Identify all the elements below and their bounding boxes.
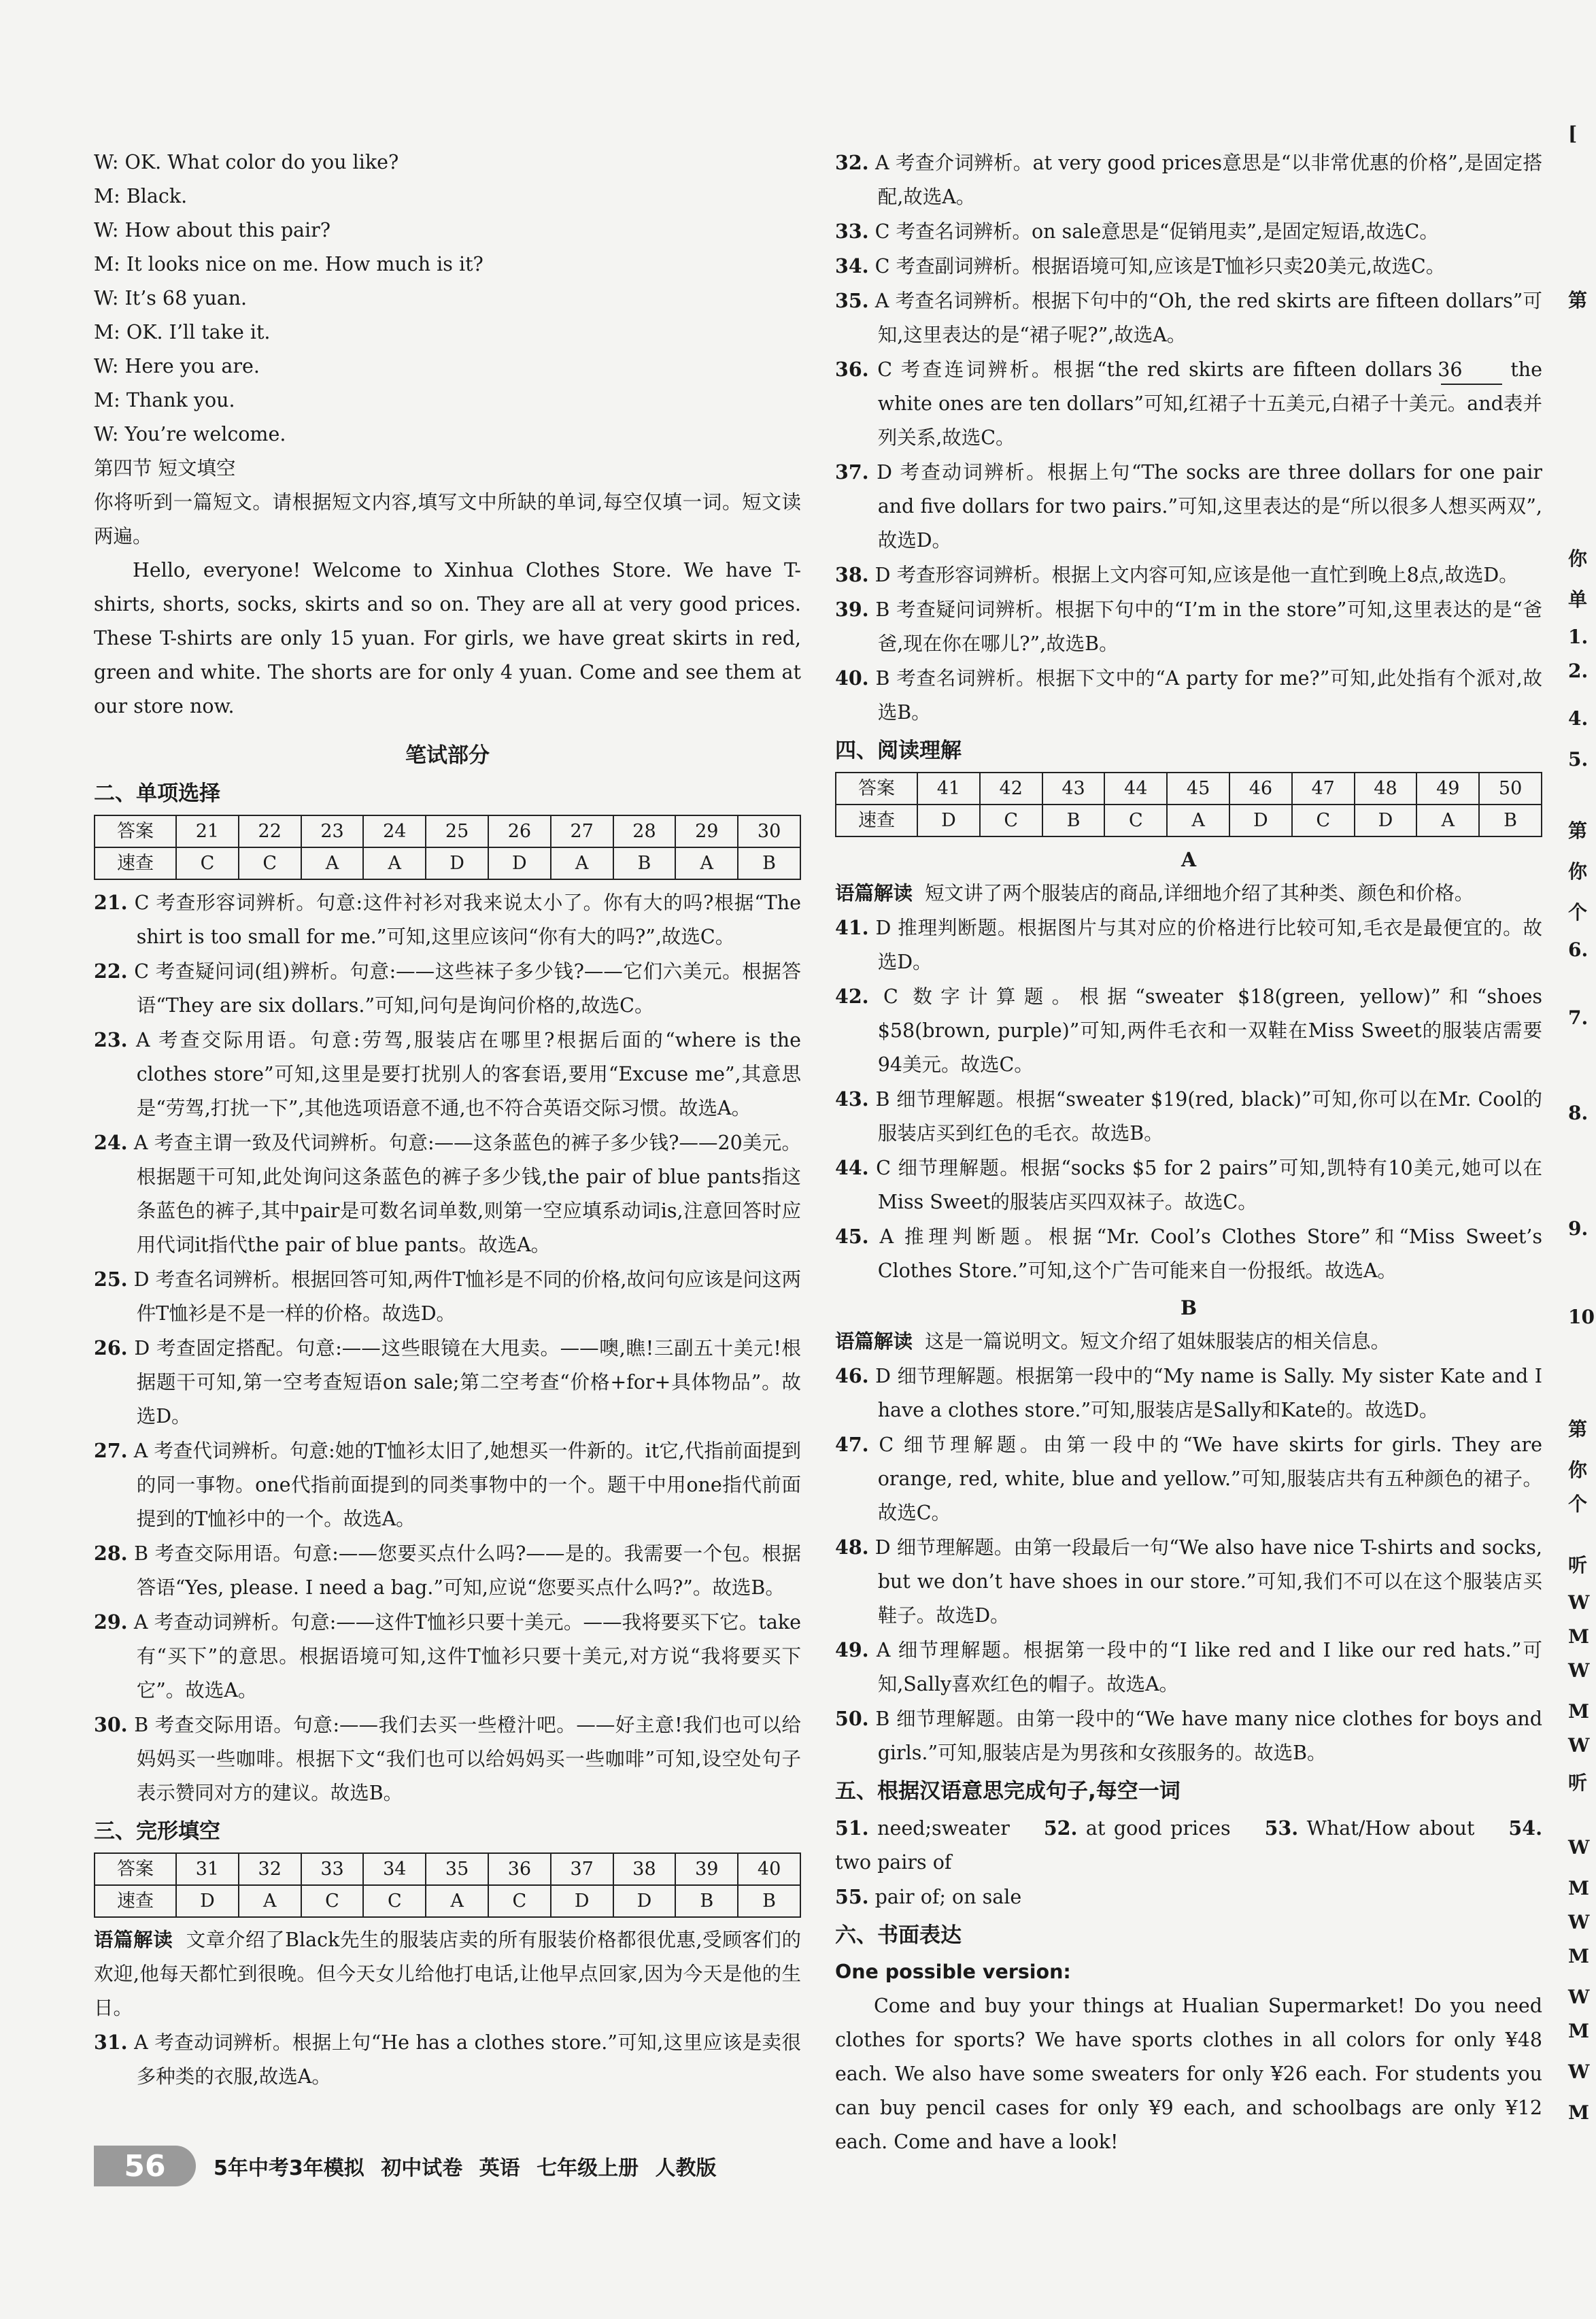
item-text: C 考查连词辨析。根据“the red skirts are fifteen dollars xyxy=(877,358,1441,381)
answer-letter: B xyxy=(1479,805,1542,836)
question-number: 46 xyxy=(1229,773,1292,805)
edge-char: 8. xyxy=(1568,1102,1589,1124)
section-5-title: 五、根据汉语意思完成句子,每空一词 xyxy=(835,1779,1181,1804)
table-header-label: 答案 xyxy=(836,773,917,805)
explanation-item xyxy=(835,214,1542,249)
explanation-item xyxy=(835,558,1542,592)
question-number: 49 xyxy=(1416,773,1479,805)
item-text: A 考查交际用语。句意:劳驾,服装店在哪里?根据后面的“where is the clothes store”可知,这里是要打扰别人的客套语,要用“Excuse me”,其意思是“劳驾,打扰一下”,其他选项语意不通,也不符合英语交际习惯。故选A。 xyxy=(136,1029,802,1119)
answer-letter: C xyxy=(301,1885,364,1917)
item-number: 29. xyxy=(94,1610,128,1634)
item-text: B 考查疑问词辨析。根据下句中的“I’m in the store”可知,这里表达的是“爸爸,现在你在哪儿?”,故选B。 xyxy=(875,598,1542,655)
section-4-instructions: 你将听到一篇短文。请根据短文内容,填写文中所缺的单词,每空仅填一词。短文读两遍。 xyxy=(94,491,801,547)
explanations-37-40 xyxy=(835,455,1542,730)
item-number: 49. xyxy=(835,1638,869,1661)
explanation-item xyxy=(835,592,1542,661)
edge-char: 你 xyxy=(1568,1459,1588,1481)
item-text: C 细节理解题。由第一段中的“We have skirts for girls. They are orange, red, white, blue and yellow.”可知,服装店共有五种颜色的裙子。故选C。 xyxy=(877,1434,1542,1524)
section-5-answers-line-1 xyxy=(835,1811,1542,1880)
item-number: 40. xyxy=(835,666,869,690)
explanations-41-45 xyxy=(835,911,1542,1288)
explanation-item xyxy=(94,1262,801,1331)
question-number: 25 xyxy=(426,815,488,847)
item-number: 33. xyxy=(835,220,869,243)
item-number: 36. xyxy=(835,358,869,381)
question-number: 34 xyxy=(363,1853,426,1885)
item-text: C 考查疑问词(组)辨析。句意:——这些袜子多少钱?——它们六美元。根据答语“They are six dollars.”可知,问句是询问价格的,故选C。 xyxy=(134,960,801,1017)
item-text: B 考查交际用语。句意:——我们去买一些橙汁吧。——好主意!我们也可以给妈妈买一些咖啡。根据下文“我们也可以给妈妈买一些咖啡”可知,设空处句子表示赞同对方的建议。故选B。 xyxy=(134,1714,802,1804)
explanation-item xyxy=(94,1125,801,1262)
item-number: 37. xyxy=(835,460,869,484)
analysis-label: 语篇解读 xyxy=(94,1929,173,1951)
table-header-label: 答案 xyxy=(95,815,176,847)
edge-char: W xyxy=(1568,2061,1590,2083)
answer-letter: C xyxy=(1292,805,1355,836)
part-b-label: B xyxy=(1180,1296,1198,1319)
edge-char: 第 xyxy=(1568,289,1588,311)
edge-char: 5. xyxy=(1568,748,1589,771)
explanation-item xyxy=(835,1427,1542,1530)
item-text: A 推理判断题。根据“Mr. Cool’s Clothes Store”和“Miss Sweet’s Clothes Store.”可知,这个广告可能来自一份报纸。故选A。 xyxy=(877,1225,1542,1282)
item-number: 30. xyxy=(94,1713,128,1736)
item-text: C 考查名词辨析。on sale意思是“促销甩卖”,是固定短语,故选C。 xyxy=(875,220,1439,243)
edge-char: 第 xyxy=(1568,1418,1588,1440)
item-number: 43. xyxy=(835,1087,869,1111)
table-header-label: 速查 xyxy=(95,1885,176,1917)
explanation-item xyxy=(94,1331,801,1434)
question-number: 48 xyxy=(1355,773,1417,805)
analysis-text: 文章介绍了Black先生的服装店卖的所有服装价格都很优惠,受顾客们的欢迎,他每天都忙到很晚。但今天女儿给他打电话,让他早点回家,因为今天是他的生日。 xyxy=(94,1929,801,2019)
answer-letter: A xyxy=(363,847,426,879)
edge-char: W xyxy=(1568,1986,1590,2008)
question-number: 24 xyxy=(363,815,426,847)
footer-title: 5年中考3年模拟 初中试卷 英语 七年级上册 人教版 xyxy=(214,2156,717,2180)
answer-letter: D xyxy=(488,847,551,879)
question-number: 47 xyxy=(1292,773,1355,805)
answer-letter: A xyxy=(426,1885,488,1917)
item-text: A 考查名词辨析。根据下句中的“Oh, the red skirts are fifteen dollars”可知,这里表达的是“裙子呢?”,故选A。 xyxy=(875,290,1543,346)
edge-char: M xyxy=(1568,2020,1589,2042)
question-number: 30 xyxy=(738,815,800,847)
item-number: 28. xyxy=(94,1542,128,1565)
answer-text: What/How about xyxy=(1306,1817,1475,1840)
edge-char: W xyxy=(1568,1659,1590,1682)
explanation-item xyxy=(835,249,1542,284)
answer-table-21-30 xyxy=(94,815,801,880)
item-number: 41. xyxy=(835,916,869,939)
edge-char: M xyxy=(1568,1625,1589,1648)
answer-letter: C xyxy=(239,847,301,879)
section-6-title: 六、书面表达 xyxy=(835,1923,962,1948)
item-text: D 推理判断题。根据图片与其对应的价格进行比较可知,毛衣是最便宜的。故选D。 xyxy=(875,917,1542,973)
edge-char: [ xyxy=(1568,122,1578,145)
question-number: 40 xyxy=(738,1853,800,1885)
question-number: 45 xyxy=(1167,773,1229,805)
answer-letter: D xyxy=(613,1885,676,1917)
question-number: 33 xyxy=(301,1853,364,1885)
explanation-item xyxy=(835,1082,1542,1151)
answer-letter: C xyxy=(176,847,239,879)
explanation-item xyxy=(835,146,1542,214)
sample-essay: Come and buy your things at Hualian Supermarket! Do you need clothes for sports? We have sports clothes in all colors for only ¥48 each. We also have some sweaters for only ¥26 each. For students you can buy pencil cases for only ¥9 each, and schoolbags are only ¥12 each. Come and have a look! xyxy=(835,1995,1542,2153)
item-text: A 考查介词辨析。at very good prices意思是“以非常优惠的价格”,是固定搭配,故选A。 xyxy=(875,152,1542,208)
item-number: 35. xyxy=(835,289,869,312)
answer-letter: D xyxy=(551,1885,613,1917)
edge-char: M xyxy=(1568,1945,1589,1967)
explanation-item xyxy=(94,2025,801,2094)
item-number: 23. xyxy=(94,1028,128,1051)
section-4-title: 第四节 短文填空 xyxy=(94,457,236,479)
answer-text: at good prices xyxy=(1085,1817,1231,1840)
explanation-item xyxy=(94,1023,801,1125)
question-number: 28 xyxy=(613,815,676,847)
answer-letter: A xyxy=(675,847,738,879)
edge-char: 听 xyxy=(1568,1554,1588,1576)
question-number: 50 xyxy=(1479,773,1542,805)
item-text: C 细节理解题。根据“socks $5 for 2 pairs”可知,凯特有10美元,她可以在Miss Sweet的服装店买四双袜子。故选C。 xyxy=(876,1157,1543,1213)
passage-analysis xyxy=(835,1325,1542,1359)
edge-char: M xyxy=(1568,1700,1589,1723)
answer-letter: C xyxy=(1104,805,1167,836)
edge-char: W xyxy=(1568,1591,1590,1614)
item-number: 53. xyxy=(1264,1816,1299,1840)
item-text: D 考查名词辨析。根据回答可知,两件T恤衫是不同的价格,故问句应该是问这两件T恤衫是不是一样的价格。故选D。 xyxy=(133,1268,802,1325)
blank-36: 36 xyxy=(1441,356,1502,385)
answer-letter: B xyxy=(613,847,676,879)
item-number: 34. xyxy=(835,254,869,277)
explanation-item xyxy=(835,352,1542,455)
edge-char: 听 xyxy=(1568,1772,1588,1794)
answer-text: need;sweater xyxy=(877,1817,1010,1840)
section-3-title: 三、完形填空 xyxy=(94,1819,220,1844)
item-number: 42. xyxy=(835,985,869,1008)
item-number: 32. xyxy=(835,151,869,174)
explanation-item xyxy=(835,284,1542,352)
right-column xyxy=(835,146,1542,2159)
section-2-title: 二、单项选择 xyxy=(94,781,220,806)
answer-letter: A xyxy=(551,847,613,879)
explanation-item xyxy=(94,885,801,954)
item-number: 46. xyxy=(835,1364,869,1387)
answer-letter: D xyxy=(917,805,980,836)
explanation-item xyxy=(94,1536,801,1605)
question-number: 37 xyxy=(551,1853,613,1885)
edge-char: W xyxy=(1568,1734,1590,1757)
dialogue-line: M: It looks nice on me. How much is it? xyxy=(94,253,483,275)
item-text: A 考查主谓一致及代词辨析。句意:——这条蓝色的裤子多少钱?——20美元。根据题干可知,此处询问这条蓝色的裤子多少钱,the pair of blue pants指这条蓝色的裤子,其中pair是可数名词单数,则第一空应填系动词is,注意回答时应用代词it指代the pair of blue pants。故选A。 xyxy=(133,1132,801,1256)
item-number: 52. xyxy=(1043,1816,1078,1840)
item-number: 22. xyxy=(94,960,128,983)
answer-letter: B xyxy=(675,1885,738,1917)
table-header-label: 答案 xyxy=(95,1853,176,1885)
edge-char: 7. xyxy=(1568,1006,1589,1029)
answer-text: two pairs of xyxy=(835,1851,952,1874)
question-number: 35 xyxy=(426,1853,488,1885)
page-number: 56 xyxy=(94,2146,196,2186)
answer-table-41-50 xyxy=(835,772,1542,837)
item-text: D 细节理解题。根据第一段中的“My name is Sally. My sister Kate and I have a clothes store.”可知,服装店是Sally和Kate的。故选D。 xyxy=(875,1365,1542,1421)
question-number: 23 xyxy=(301,815,364,847)
item-text: C 数字计算题。根据“sweater $18(green, yellow)”和“shoes $58(brown, purple)”可知,两件毛衣和一双鞋在Miss Sweet的服装店需要94美元。故选C。 xyxy=(877,985,1542,1076)
item-number: 54. xyxy=(1508,1816,1543,1840)
page-footer xyxy=(94,2146,717,2186)
item-number: 45. xyxy=(835,1225,869,1248)
question-number: 39 xyxy=(675,1853,738,1885)
edge-char: 1. xyxy=(1568,626,1589,648)
answer-letter: D xyxy=(426,847,488,879)
edge-char: M xyxy=(1568,1877,1589,1899)
question-number: 22 xyxy=(239,815,301,847)
dialogue-line: W: You’re welcome. xyxy=(94,423,286,445)
answer-text: pair of; on sale xyxy=(875,1886,1022,1908)
dialogue xyxy=(94,146,801,452)
sample-label: One possible version: xyxy=(835,1961,1071,1983)
passage-analysis xyxy=(835,877,1542,911)
edge-char: 个 xyxy=(1568,1493,1588,1515)
explanation-item xyxy=(835,1702,1542,1770)
item-number: 44. xyxy=(835,1156,869,1179)
item-number: 38. xyxy=(835,563,869,586)
explanation-item xyxy=(835,1530,1542,1633)
passage-analysis xyxy=(94,1923,801,2025)
analysis-text: 这是一篇说明文。短文介绍了姐妹服装店的相关信息。 xyxy=(925,1330,1391,1353)
item-number: 27. xyxy=(94,1439,128,1462)
dialogue-line: W: How about this pair? xyxy=(94,219,331,241)
edge-char: 第 xyxy=(1568,819,1588,842)
explanation-item xyxy=(94,1434,801,1536)
question-number: 27 xyxy=(551,815,613,847)
answer-table-31-40 xyxy=(94,1852,801,1918)
explanation-item xyxy=(835,1633,1542,1702)
edge-char: 你 xyxy=(1568,547,1588,570)
next-page-edge xyxy=(1564,0,1596,2319)
written-part-title: 笔试部分 xyxy=(405,743,490,768)
analysis-label: 语篇解读 xyxy=(835,1330,913,1353)
item-text: B 细节理解题。由第一段中的“We have many nice clothes for boys and girls.”可知,服装店是为男孩和女孩服务的。故选B。 xyxy=(875,1708,1543,1764)
answer-letter: A xyxy=(301,847,364,879)
explanations-21-30 xyxy=(94,885,801,1810)
edge-char: 单 xyxy=(1568,588,1588,611)
item-text: B 考查交际用语。句意:——您要买点什么吗?——是的。我需要一个包。根据答语“Yes, please. I need a bag.”可知,应说“您要买点什么吗?”。故选B。 xyxy=(134,1542,801,1599)
explanation-item xyxy=(835,911,1542,979)
answer-letter: B xyxy=(738,847,800,879)
item-text: A 考查动词辨析。根据上句“He has a clothes store.”可知,这里应该是卖很多种类的衣服,故选A。 xyxy=(134,2031,801,2088)
explanation-item xyxy=(835,661,1542,730)
explanation-item xyxy=(94,1605,801,1708)
section-5-answers-line-2 xyxy=(835,1880,1542,1914)
answer-letter: C xyxy=(488,1885,551,1917)
answer-letter: C xyxy=(363,1885,426,1917)
analysis-label: 语篇解读 xyxy=(835,882,913,904)
question-number: 36 xyxy=(488,1853,551,1885)
item-text: B 考查名词辨析。根据下文中的“A party for me?”可知,此处指有个派对,故选B。 xyxy=(875,667,1542,724)
item-number: 26. xyxy=(94,1336,128,1359)
explanation-item xyxy=(835,1151,1542,1219)
question-number: 42 xyxy=(980,773,1042,805)
item-text: D 考查动词辨析。根据上句“The socks are three dollars for one pair and five dollars for two pairs.”可知,这里表达的是“所以很多人想买两双”,故选D。 xyxy=(877,461,1542,552)
item-number: 24. xyxy=(94,1131,128,1154)
explanations-46-50 xyxy=(835,1359,1542,1770)
question-number: 44 xyxy=(1104,773,1167,805)
question-number: 21 xyxy=(176,815,239,847)
analysis-text: 短文讲了两个服装店的商品,详细地介绍了其种类、颜色和价格。 xyxy=(925,882,1474,904)
answer-letter: B xyxy=(1042,805,1105,836)
item-number: 51. xyxy=(835,1816,869,1840)
answer-letter: D xyxy=(1355,805,1417,836)
answer-letter: A xyxy=(1167,805,1229,836)
item-text: D 细节理解题。由第一段最后一句“We also have nice T-shirts and socks, but we don’t have shoes in our store.”可知,我们不可以在这个服装店买鞋子。故选D。 xyxy=(875,1536,1542,1627)
edge-char: 6. xyxy=(1568,938,1589,961)
item-number: 25. xyxy=(94,1268,128,1291)
answer-letter: C xyxy=(980,805,1042,836)
explanation-item xyxy=(835,455,1542,558)
dialogue-line: W: Here you are. xyxy=(94,355,260,377)
answer-letter: D xyxy=(1229,805,1292,836)
item-number: 21. xyxy=(94,891,128,914)
item-number: 39. xyxy=(835,598,869,621)
item-text: A 考查代词辨析。句意:她的T恤衫太旧了,她想买一件新的。it它,代指前面提到的同一事物。one代指前面提到的同类事物中的一个。题干中用one指代前面提到的T恤衫中的一个。故选A。 xyxy=(133,1440,801,1530)
question-number: 41 xyxy=(917,773,980,805)
item-text: the white ones are ten dollars”可知,红裙子十五美元,白裙子十美元。and表并列关系,故选C。 xyxy=(877,358,1543,449)
question-number: 26 xyxy=(488,815,551,847)
edge-char: 2. xyxy=(1568,660,1589,682)
explanations-32-35 xyxy=(835,146,1542,352)
item-text: A 考查动词辨析。句意:——这件T恤衫只要十美元。——我将要买下它。take有“买下”的意思。根据语境可知,这件T恤衫只要十美元,对方说“我将要买下它”。故选A。 xyxy=(133,1611,802,1702)
item-text: D 考查形容词辨析。根据上文内容可知,应该是他一直忙到晚上8点,故选D。 xyxy=(875,564,1518,586)
edge-char: 9. xyxy=(1568,1217,1589,1240)
edge-char: 个 xyxy=(1568,901,1588,924)
answer-letter: A xyxy=(239,1885,301,1917)
question-number: 32 xyxy=(239,1853,301,1885)
edge-char: 4. xyxy=(1568,707,1589,730)
edge-char: W xyxy=(1568,1911,1590,1933)
item-number: 48. xyxy=(835,1536,869,1559)
left-column xyxy=(94,146,801,2094)
explanation-item xyxy=(835,1219,1542,1288)
dialogue-line: M: Black. xyxy=(94,185,188,207)
question-number: 29 xyxy=(675,815,738,847)
item-text: A 细节理解题。根据第一段中的“I like red and I like our red hats.”可知,Sally喜欢红色的帽子。故选A。 xyxy=(876,1639,1543,1695)
item-number: 31. xyxy=(94,2031,128,2054)
item-number: 50. xyxy=(835,1707,869,1730)
explanation-item xyxy=(94,954,801,1023)
edge-char: 你 xyxy=(1568,860,1588,883)
item-text: C 考查副词辨析。根据语境可知,应该是T恤衫只卖20美元,故选C。 xyxy=(875,255,1446,277)
section-4-reading-title: 四、阅读理解 xyxy=(835,739,962,763)
table-header-label: 速查 xyxy=(836,805,917,836)
edge-char: M xyxy=(1568,2101,1589,2124)
item-text: B 细节理解题。根据“sweater $19(red, black)”可知,你可以在Mr. Cool的服装店买到红色的毛衣。故选B。 xyxy=(875,1088,1543,1145)
explanation-item xyxy=(835,979,1542,1082)
dialogue-line: M: OK. I’ll take it. xyxy=(94,321,271,343)
answer-letter: A xyxy=(1416,805,1479,836)
item-number: 47. xyxy=(835,1433,869,1456)
edge-char: W xyxy=(1568,1836,1590,1859)
table-header-label: 速查 xyxy=(95,847,176,879)
item-text: D 考查固定搭配。句意:——这些眼镜在大甩卖。——噢,瞧!三副五十美元!根据题干可知,第一空考查短语on sale;第二空考查“价格+for+具体物品”。故选D。 xyxy=(134,1337,802,1427)
edge-char: 10 xyxy=(1568,1306,1595,1328)
question-number: 43 xyxy=(1042,773,1105,805)
item-text: C 考查形容词辨析。句意:这件衬衫对我来说太小了。你有大的吗?根据“The shirt is too small for me.”可知,这里应该问“你有大的吗?”,故选C。 xyxy=(134,892,801,948)
part-a-label: A xyxy=(1181,848,1197,871)
question-number: 38 xyxy=(613,1853,676,1885)
explanation-item xyxy=(94,1708,801,1810)
explanation-item xyxy=(835,1359,1542,1427)
dialogue-line: W: OK. What color do you like? xyxy=(94,151,399,173)
dialogue-line: W: It’s 68 yuan. xyxy=(94,287,248,309)
answer-letter: B xyxy=(738,1885,800,1917)
item-number: 55. xyxy=(835,1885,869,1908)
passage: Hello, everyone! Welcome to Xinhua Clothes Store. We have T-shirts, shorts, socks, skirts and so on. They are all at very good prices. These T-shirts are only 15 yuan. For girls, we have great skirts in red, green and white. The shorts are for only 4 yuan. Come and see them at our store now. xyxy=(94,559,801,717)
dialogue-line: M: Thank you. xyxy=(94,389,235,411)
question-number: 31 xyxy=(176,1853,239,1885)
answer-letter: D xyxy=(176,1885,239,1917)
